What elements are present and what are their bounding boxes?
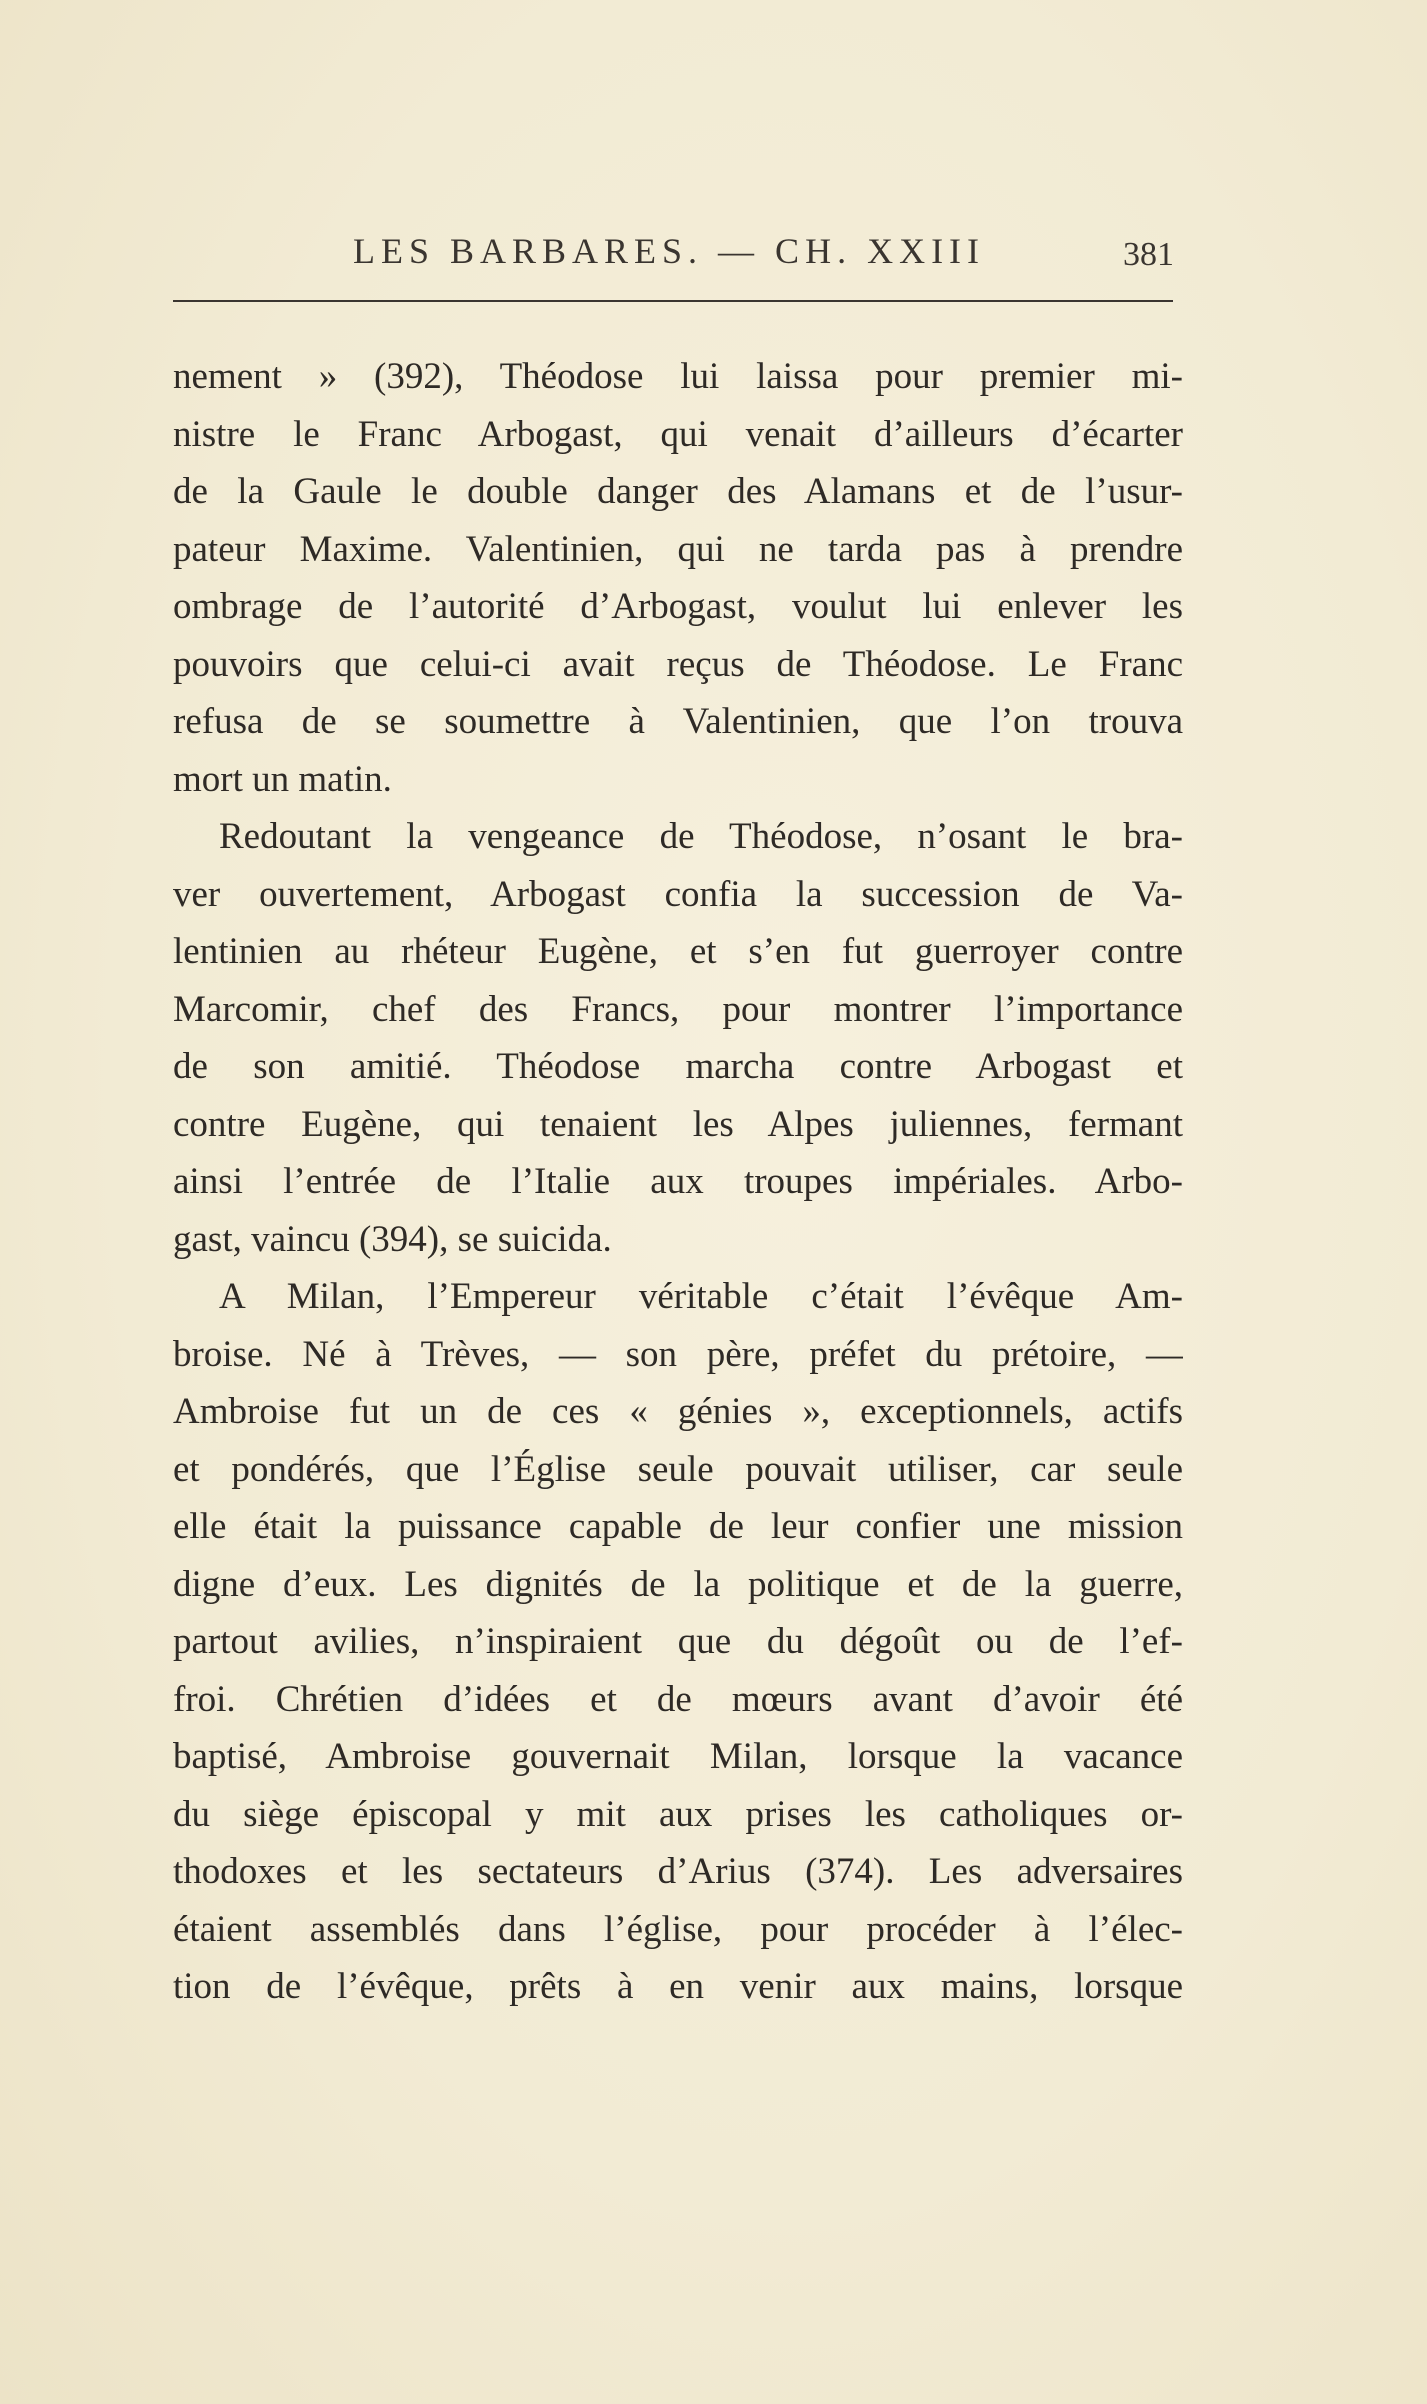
- paragraph-first-line: Redoutant la vengeance de Théodose, n’osant le bra-: [219, 816, 1183, 857]
- running-head: [173, 222, 1173, 282]
- text-line: étaient assemblés dans l’église, pour procéder à l’élec-: [173, 1908, 1183, 1950]
- text-line: et pondérés, que l’Église seule pouvait utiliser, car seule: [173, 1448, 1183, 1490]
- text-line: elle était la puissance capable de leur confier une mission: [173, 1506, 1183, 1547]
- text-line: Ambroise fut un de ces « génies », exceptionnels, actifs: [173, 1391, 1183, 1432]
- running-title: LES BARBARES. — CH. XXIII: [353, 231, 986, 271]
- text-line: pouvoirs que celui-ci avait reçus de Théodose. Le Franc: [173, 643, 1183, 685]
- text-line: ombrage de l’autorité d’Arbogast, voulut lui enlever les: [173, 586, 1183, 627]
- text-line: ainsi l’entrée de l’Italie aux troupes impériales. Arbo-: [173, 1161, 1183, 1202]
- text-line: ver ouvertement, Arbogast confia la succession de Va-: [173, 873, 1183, 915]
- text-line: du siège épiscopal y mit aux prises les catholiques or-: [173, 1793, 1183, 1835]
- header-rule: [173, 300, 1173, 302]
- text-line: thodoxes et les sectateurs d’Arius (374). Les adversaires: [173, 1851, 1183, 1892]
- text-line: gast, vaincu (394), se suicida.: [173, 1218, 612, 1260]
- body-text: [173, 348, 1183, 2016]
- paragraph-first-line: A Milan, l’Empereur véritable c’était l’évêque Am-: [219, 1276, 1183, 1317]
- text-line: de la Gaule le double danger des Alamans et de l’usur-: [173, 471, 1183, 512]
- text-line: baptisé, Ambroise gouvernait Milan, lorsque la vacance: [173, 1736, 1183, 1777]
- text-line: de son amitié. Théodose marcha contre Arbogast et: [173, 1046, 1183, 1087]
- text-line: froi. Chrétien d’idées et de mœurs avant d’avoir été: [173, 1678, 1183, 1720]
- text-line: refusa de se soumettre à Valentinien, que l’on trouva: [173, 701, 1183, 742]
- text-line: tion de l’évêque, prêts à en venir aux mains, lorsque: [173, 1966, 1183, 2007]
- text-line: mort un matin.: [173, 758, 392, 800]
- page-number: 381: [1123, 236, 1174, 273]
- text-line: lentinien au rhéteur Eugène, et s’en fut guerroyer contre: [173, 931, 1183, 972]
- text-line: contre Eugène, qui tenaient les Alpes juliennes, fermant: [173, 1103, 1183, 1145]
- text-line: digne d’eux. Les dignités de la politique et de la guerre,: [173, 1563, 1183, 1605]
- text-line: nistre le Franc Arbogast, qui venait d’ailleurs d’écarter: [173, 413, 1183, 455]
- text-line: partout avilies, n’inspiraient que du dégoût ou de l’ef-: [173, 1621, 1183, 1662]
- text-line: nement » (392), Théodose lui laissa pour premier mi-: [173, 356, 1183, 397]
- text-line: broise. Né à Trèves, — son père, préfet du prétoire, —: [173, 1333, 1183, 1375]
- text-line: Marcomir, chef des Francs, pour montrer l’importance: [173, 988, 1183, 1030]
- text-line: pateur Maxime. Valentinien, qui ne tarda pas à prendre: [173, 528, 1183, 570]
